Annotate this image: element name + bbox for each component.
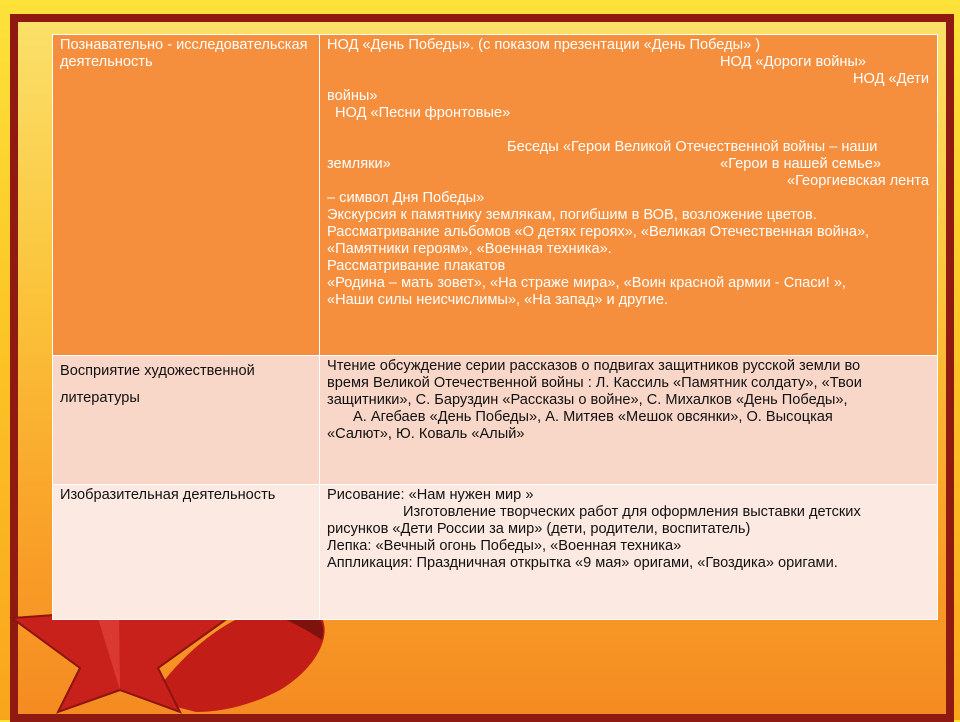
text-line: Изготовление творческих работ для оформления выставки детских: [403, 504, 861, 520]
text-line: Аппликация: Праздничная открытка «9 мая» оригами, «Гвоздика» оригами.: [327, 555, 838, 571]
text-line: Рассматривание плакатов: [327, 258, 506, 274]
text-line: Лепка: «Вечный огонь Победы», «Военная техника»: [327, 538, 682, 554]
text-line: «Родина – мать зовет», «На страже мира», «Воин красной армии - Спаси! »,: [327, 275, 846, 291]
text-line: войны»: [327, 88, 378, 104]
text-line: НОД «Песни фронтовые»: [335, 105, 511, 121]
text-line: Беседы «Герои Великой Отечественной войны – наши: [507, 139, 878, 155]
activity-details-cell: [320, 356, 938, 485]
text-line: НОД «День Победы». (с показом презентации «День Победы» ): [327, 37, 761, 53]
text-line: защитники», С. Баруздин «Рассказы о войне», С. Михалков «День Победы»,: [327, 392, 848, 408]
activity-type-cell: Познавательно - исследовательская деятельность: [53, 35, 320, 356]
activities-table: [52, 34, 938, 620]
text-line: Чтение обсуждение серии рассказов о подвигах защитников русской земли во: [327, 358, 861, 374]
activity-type-cell: Восприятие художественной литературы: [53, 356, 320, 485]
text-line: Экскурсия к памятнику землякам, погибшим в ВОВ, возложение цветов.: [327, 207, 817, 223]
text-line: Рисование: «Нам нужен мир »: [327, 487, 534, 503]
text-line: время Великой Отечественной войны : Л. Кассиль «Памятник солдату», «Твои: [327, 375, 862, 391]
text-line: [327, 156, 929, 173]
table-row: [53, 485, 938, 620]
activity-type-cell: Изобразительная деятельность: [53, 485, 320, 620]
activity-details-cell: [320, 485, 938, 620]
text-line: «Наши силы неисчислимы», «На запад» и другие.: [327, 292, 669, 308]
text-fragment: земляки»: [327, 156, 391, 172]
text-line: А. Агебаев «День Победы», А. Митяев «Мешок овсянки», О. Высоцкая: [353, 409, 833, 425]
text-line: рисунков «Дети России за мир» (дети, родители, воспитатель): [327, 521, 751, 537]
text-line: «Салют», Ю. Коваль «Алый»: [327, 426, 525, 442]
text-fragment: «Герои в нашей семье»: [720, 156, 881, 172]
text-line: – символ Дня Победы»: [327, 190, 485, 206]
text-line: «Памятники героям», «Военная техника».: [327, 241, 612, 257]
text-line: НОД «Дети: [853, 71, 929, 87]
text-line: «Георгиевская лента: [787, 173, 929, 189]
table-row: [53, 356, 938, 485]
text-line: Рассматривание альбомов «О детях героях», «Великая Отечественная война»,: [327, 224, 870, 240]
activity-details-cell: [320, 35, 938, 356]
table-row: [53, 35, 938, 356]
text-line: НОД «Дороги войны»: [719, 54, 867, 70]
spacer: [327, 122, 929, 139]
